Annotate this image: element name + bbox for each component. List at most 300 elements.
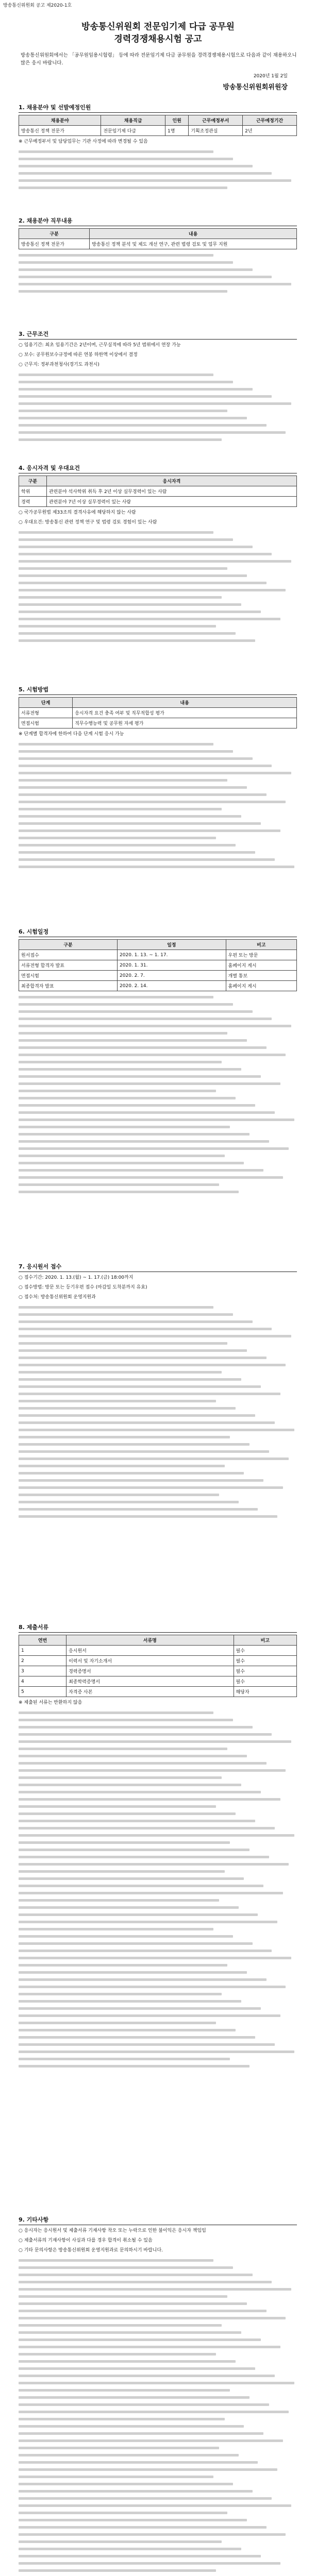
section-7	[19, 1262, 297, 1522]
section-6	[19, 927, 297, 1198]
text-line	[19, 431, 286, 434]
table-cell: 방송통신 정책 전문가	[19, 239, 90, 249]
text-line	[19, 2425, 244, 2428]
text-line	[19, 374, 213, 376]
text-line	[19, 1414, 255, 1417]
section-note: ○ 접수방법: 방문 또는 등기우편 접수 (마감일 도착분까지 유효)	[19, 1285, 147, 1290]
text-line	[19, 793, 267, 796]
text-line	[19, 851, 255, 854]
text-line	[19, 582, 267, 584]
table-cell: 관련분야 7년 이상 실무경력이 있는 사람	[46, 497, 296, 507]
text-line	[19, 2519, 247, 2521]
table-cell: 홈페이지 게시	[226, 981, 296, 991]
text-line	[19, 2266, 233, 2269]
text-line	[19, 866, 294, 868]
section-note: ○ 근무지: 정부과천청사(경기도 과천시)	[19, 362, 99, 367]
table-cell: 우편 또는 방문	[226, 950, 296, 960]
section-note: ※ 근무예정부서 및 담당업무는 기관 사정에 따라 변경될 수 있음	[19, 139, 148, 144]
table-cell: 응시자격 요건 충족 여부 및 직무적합성 평가	[73, 708, 297, 718]
text-line	[19, 2512, 227, 2514]
text-line	[19, 1075, 261, 1078]
text-line	[19, 1733, 272, 1736]
section-2	[19, 216, 297, 297]
table-row	[19, 126, 297, 136]
text-line	[19, 2029, 236, 2031]
text-line	[19, 1357, 267, 1359]
text-line	[19, 1849, 250, 1851]
text-line	[19, 1032, 227, 1035]
table-cell: 응시원서	[66, 1646, 234, 1656]
table-header-cell: 구분	[19, 940, 118, 950]
text-line	[19, 1472, 244, 1475]
text-line	[19, 2338, 261, 2341]
text-line	[19, 261, 233, 264]
table-cell: 면접시험	[19, 718, 73, 728]
text-line	[19, 2281, 272, 2283]
text-line	[19, 1834, 294, 1837]
text-line	[19, 589, 286, 591]
section-table	[19, 939, 297, 991]
text-line	[19, 1971, 247, 1974]
text-line	[19, 1155, 225, 1157]
text-line	[19, 750, 233, 753]
text-line	[19, 765, 272, 767]
table-cell: 1	[19, 1646, 66, 1656]
text-line	[19, 1018, 272, 1020]
notice-number: 방송통신위원회 공고 제2020-1호	[3, 3, 72, 8]
text-line	[19, 2295, 227, 2298]
table-row	[19, 960, 297, 971]
section-table	[19, 697, 297, 728]
text-line	[19, 1407, 236, 1410]
table-header-cell: 단계	[19, 698, 73, 708]
text-line	[19, 1950, 272, 1952]
text-line	[19, 1935, 233, 1938]
table-row	[19, 981, 297, 991]
text-line	[19, 1421, 275, 1424]
text-line	[19, 2331, 241, 2334]
text-block-placeholder	[19, 743, 297, 868]
text-line	[19, 2007, 261, 2010]
text-line	[19, 625, 216, 628]
text-line	[19, 2454, 239, 2456]
text-line	[19, 1805, 216, 1808]
text-line	[19, 1719, 233, 1721]
text-line	[19, 2483, 233, 2485]
table-cell: 필수	[234, 1676, 296, 1687]
table-cell: 3	[19, 1666, 66, 1676]
text-line	[19, 2022, 216, 2024]
text-line	[19, 1046, 267, 1049]
table-header-cell: 서류명	[66, 1635, 234, 1646]
section-note: ○ 응시자는 응시원서 및 제출서류 기재사항 착오 또는 누락으로 인한 불이익은 응시자 책임임	[19, 2228, 206, 2233]
text-line	[19, 2324, 222, 2327]
text-line	[19, 2353, 216, 2355]
text-line	[19, 1711, 213, 1714]
text-line	[19, 424, 267, 427]
text-block-placeholder	[19, 254, 297, 293]
table-row	[19, 718, 297, 728]
text-line	[19, 2317, 286, 2319]
title-line-2: 경력경쟁채용시험 공고	[114, 34, 202, 44]
section-note: ○ 제출서류의 기재사항이 사실과 다를 경우 합격이 취소될 수 있음	[19, 2238, 153, 2243]
text-line	[19, 1082, 280, 1085]
text-line	[19, 1458, 289, 1460]
text-line	[19, 150, 213, 153]
text-line	[19, 1964, 227, 1967]
text-line	[19, 1162, 244, 1164]
table-header-cell: 근무예정기간	[243, 115, 297, 126]
table-cell: 전문임기제 다급	[101, 126, 165, 136]
text-line	[19, 381, 233, 383]
text-line	[19, 1798, 280, 1801]
text-line	[19, 2000, 241, 2003]
text-line	[19, 1978, 267, 1981]
text-line	[19, 1003, 233, 1006]
text-line	[19, 1856, 269, 1858]
text-line	[19, 1385, 261, 1388]
table-cell: 방송통신 정책 전문가	[19, 126, 101, 136]
text-line	[19, 2533, 286, 2536]
text-line	[19, 1140, 269, 1143]
intro-paragraph: 방송통신위원회에서는 「공무원임용시험령」 등에 따라 전문임기제 다급 공무원을 경력경쟁채용시험으로 다음과 같이 채용하오니 많은 응시 바랍니다.	[21, 53, 297, 66]
table-cell: 기획조정관실	[189, 126, 243, 136]
text-line	[19, 1501, 239, 1503]
text-line	[19, 1508, 258, 1511]
table-cell: 개별 통보	[226, 971, 296, 981]
text-line	[19, 179, 291, 182]
text-line	[19, 1820, 255, 1822]
text-line	[19, 603, 241, 606]
text-line	[19, 1885, 263, 1887]
table-row	[19, 1687, 297, 1697]
text-line	[19, 829, 280, 832]
text-line	[19, 1133, 250, 1136]
text-line	[19, 417, 247, 419]
text-line	[19, 553, 272, 555]
text-line	[19, 2259, 213, 2262]
table-header-cell: 근무예정부서	[189, 115, 243, 126]
section-note: ○ 기타 문의사항은 방송통신위원회 운영지원과로 문의하시기 바랍니다.	[19, 2248, 163, 2253]
text-line	[19, 1755, 247, 1757]
text-line	[19, 2476, 213, 2478]
text-line	[19, 1111, 275, 1114]
section-title: 3. 근무조건	[19, 330, 297, 340]
table-row	[19, 1666, 297, 1676]
text-line	[19, 1010, 253, 1013]
table-cell: 원서접수	[19, 950, 118, 960]
text-line	[19, 1899, 219, 1902]
text-line	[19, 618, 280, 620]
text-line	[19, 1191, 239, 1193]
text-line	[19, 822, 261, 825]
section-1	[19, 103, 297, 194]
table-row	[19, 239, 297, 249]
text-line	[19, 276, 272, 278]
text-block-placeholder	[19, 150, 297, 189]
table-header-cell: 내용	[73, 698, 297, 708]
text-line	[19, 560, 291, 563]
table-row	[19, 971, 297, 981]
text-line	[19, 2036, 255, 2039]
table-cell: 2년	[243, 126, 297, 136]
text-block-placeholder	[19, 1306, 297, 1518]
text-line	[19, 172, 272, 175]
table-row	[19, 1656, 297, 1666]
text-line	[19, 2274, 253, 2276]
text-line	[19, 1993, 222, 1995]
text-line	[19, 2382, 294, 2384]
table-cell: 학위	[19, 486, 47, 497]
text-line	[19, 1378, 241, 1381]
text-line	[19, 757, 253, 760]
table-cell: 경력증명서	[66, 1666, 234, 1676]
table-header-cell: 응시자격	[46, 476, 296, 486]
text-line	[19, 1870, 225, 1873]
table-header-cell: 인원	[165, 115, 189, 126]
text-line	[19, 2411, 289, 2413]
text-line	[19, 1364, 286, 1366]
text-block-placeholder	[19, 531, 297, 642]
table-cell: 2020. 2. 7.	[118, 971, 226, 981]
text-line	[19, 1784, 241, 1786]
text-line	[19, 1183, 219, 1186]
text-line	[19, 1465, 225, 1467]
text-line	[19, 1320, 253, 1323]
section-title: 9. 기타사항	[19, 2215, 297, 2225]
text-line	[19, 1812, 236, 1815]
section-table	[19, 476, 297, 507]
section-title: 6. 시험일정	[19, 927, 297, 937]
text-line	[19, 772, 291, 774]
text-line	[19, 2548, 241, 2550]
text-line	[19, 1349, 247, 1352]
table-row	[19, 1646, 297, 1656]
text-line	[19, 1342, 227, 1345]
text-line	[19, 567, 227, 570]
text-line	[19, 611, 261, 613]
text-line	[19, 1827, 275, 1829]
table-header-cell: 채용분야	[19, 115, 101, 126]
section-title: 7. 응시원서 접수	[19, 1262, 297, 1272]
table-cell: 자격증 사본	[66, 1687, 234, 1697]
table-cell: 홈페이지 게시	[226, 960, 296, 971]
section-4	[19, 464, 297, 647]
text-line	[19, 1104, 255, 1107]
table-header-cell: 구분	[19, 229, 90, 239]
section-title: 4. 응시자격 및 우대요건	[19, 464, 297, 473]
section-note: ※ 제출된 서류는 반환하지 않음	[19, 1700, 82, 1705]
text-line	[19, 1393, 280, 1395]
text-line	[19, 2490, 253, 2493]
text-line	[19, 2396, 250, 2399]
text-line	[19, 1957, 291, 1959]
text-line	[19, 2555, 261, 2557]
text-line	[19, 1748, 227, 1750]
text-line	[19, 1769, 286, 1772]
table-row	[19, 486, 297, 497]
text-line	[19, 1450, 269, 1453]
table-cell: 경력	[19, 497, 47, 507]
section-3	[19, 330, 297, 446]
text-line	[19, 2432, 263, 2435]
text-line	[19, 1942, 253, 1945]
text-line	[19, 254, 213, 257]
text-line	[19, 1436, 230, 1438]
text-line	[19, 1306, 213, 1309]
section-note: ※ 단계별 합격자에 한하여 다음 단계 시험 응시 가능	[19, 732, 124, 737]
text-line	[19, 158, 233, 160]
table-cell: 2	[19, 1656, 66, 1666]
text-line	[19, 2562, 280, 2565]
section-table	[19, 228, 297, 249]
table-cell: 2020. 1. 13. ~ 1. 17.	[118, 950, 226, 960]
text-line	[19, 1515, 277, 1518]
table-cell: 면접시험	[19, 971, 118, 981]
text-line	[19, 2065, 250, 2067]
text-line	[19, 1126, 230, 1128]
text-line	[19, 1892, 283, 1894]
text-line	[19, 1335, 291, 1337]
text-line	[19, 2367, 255, 2370]
table-cell: 필수	[234, 1656, 296, 1666]
text-line	[19, 165, 253, 167]
table-cell: 5	[19, 1687, 66, 1697]
table-cell: 2020. 2. 14.	[118, 981, 226, 991]
text-line	[19, 1039, 247, 1042]
table-cell: 필수	[234, 1646, 296, 1656]
section-note: ○ 보수: 공무원보수규정에 따른 연봉 하한액 이상에서 결정	[19, 352, 138, 358]
text-line	[19, 1025, 291, 1027]
text-line	[19, 2418, 225, 2420]
table-row	[19, 950, 297, 960]
section-note: ○ 접수기간: 2020. 1. 13.(월) ~ 1. 17.(금) 18:00까지	[19, 1275, 134, 1280]
text-line	[19, 438, 222, 441]
table-cell: 이력서 및 자기소개서	[66, 1656, 234, 1666]
table-row	[19, 497, 297, 507]
text-line	[19, 1054, 286, 1056]
section-table	[19, 1635, 297, 1697]
table-header-cell: 구분	[19, 476, 47, 486]
section-note: ○ 임용기간: 최초 임용기간은 2년이며, 근무실적에 따라 5년 범위에서 연장 가능	[19, 343, 181, 348]
text-line	[19, 2526, 267, 2529]
text-line	[19, 815, 241, 818]
text-block-placeholder	[19, 2259, 297, 2576]
text-block-placeholder	[19, 1711, 297, 2067]
table-cell: 필수	[234, 1666, 296, 1676]
text-line	[19, 2468, 277, 2471]
text-line	[19, 1061, 222, 1063]
section-note: ○ 국가공무원법 제33조의 결격사유에 해당하지 않는 사람	[19, 510, 136, 515]
text-line	[19, 2439, 283, 2442]
table-cell: 해당자	[234, 1687, 296, 1697]
text-line	[19, 1726, 253, 1728]
text-line	[19, 2540, 222, 2543]
text-line	[19, 808, 222, 810]
text-line	[19, 1906, 239, 1909]
text-line	[19, 574, 247, 577]
text-line	[19, 2447, 219, 2449]
text-block-placeholder	[19, 374, 297, 441]
text-line	[19, 2310, 267, 2312]
title-line-1: 방송통신위원회 전문임기제 다급 공무원	[81, 22, 235, 32]
text-line	[19, 2360, 236, 2363]
text-line	[19, 1328, 272, 1330]
text-line	[19, 2050, 294, 2053]
text-line	[19, 1791, 261, 1793]
text-line	[19, 837, 216, 839]
text-line	[19, 632, 236, 635]
text-line	[19, 283, 291, 285]
section-5	[19, 685, 297, 873]
section-9	[19, 2215, 297, 2576]
text-line	[19, 2461, 258, 2464]
text-line	[19, 1921, 277, 1923]
notice-date: 2020년 1월 2일	[253, 74, 288, 79]
table-header-cell: 일정	[118, 940, 226, 950]
table-cell: 서류전형	[19, 708, 73, 718]
text-line	[19, 2014, 280, 2017]
table-header-cell: 연번	[19, 1635, 66, 1646]
text-line	[19, 1443, 250, 1446]
table-cell: 직무수행능력 및 공무원 자세 평가	[73, 718, 297, 728]
text-line	[19, 187, 227, 189]
table-cell: 최종합격자 발표	[19, 981, 118, 991]
text-line	[19, 1841, 230, 1844]
section-8	[19, 1623, 297, 2072]
text-line	[19, 2058, 230, 2060]
text-line	[19, 1400, 216, 1402]
text-line	[19, 779, 227, 782]
text-line	[19, 1762, 267, 1765]
text-line	[19, 801, 286, 803]
text-line	[19, 1429, 294, 1431]
table-header-cell: 내용	[90, 229, 297, 239]
section-note: ○ 접수처: 방송통신위원회 운영지원과	[19, 1295, 96, 1300]
text-line	[19, 844, 236, 846]
table-cell: 4	[19, 1676, 66, 1687]
text-line	[19, 546, 253, 548]
text-line	[19, 1494, 219, 1496]
text-block-placeholder	[19, 996, 297, 1193]
table-row	[19, 708, 297, 718]
text-line	[19, 2302, 247, 2305]
text-line	[19, 531, 213, 534]
section-table	[19, 115, 297, 136]
table-cell: 서류전형 합격자 발표	[19, 960, 118, 971]
text-line	[19, 639, 255, 642]
text-line	[19, 388, 253, 391]
text-line	[19, 2504, 291, 2507]
text-line	[19, 1097, 236, 1099]
text-line	[19, 1877, 244, 1880]
text-line	[19, 1776, 222, 1779]
text-line	[19, 395, 272, 398]
text-line	[19, 268, 253, 271]
text-line	[19, 1928, 213, 1930]
section-title: 1. 채용분야 및 선발예정인원	[19, 103, 297, 113]
text-line	[19, 1169, 263, 1172]
text-line	[19, 1740, 291, 1743]
text-line	[19, 1068, 241, 1071]
section-title: 8. 제출서류	[19, 1623, 297, 1633]
text-line	[19, 596, 222, 599]
text-line	[19, 743, 213, 745]
text-line	[19, 1863, 289, 1866]
table-cell: 2020. 1. 31.	[118, 960, 226, 971]
title-block	[0, 21, 316, 45]
section-note: ○ 우대요건: 방송통신 관련 정책 연구 및 법령 검토 경험이 있는 사람	[19, 520, 157, 525]
